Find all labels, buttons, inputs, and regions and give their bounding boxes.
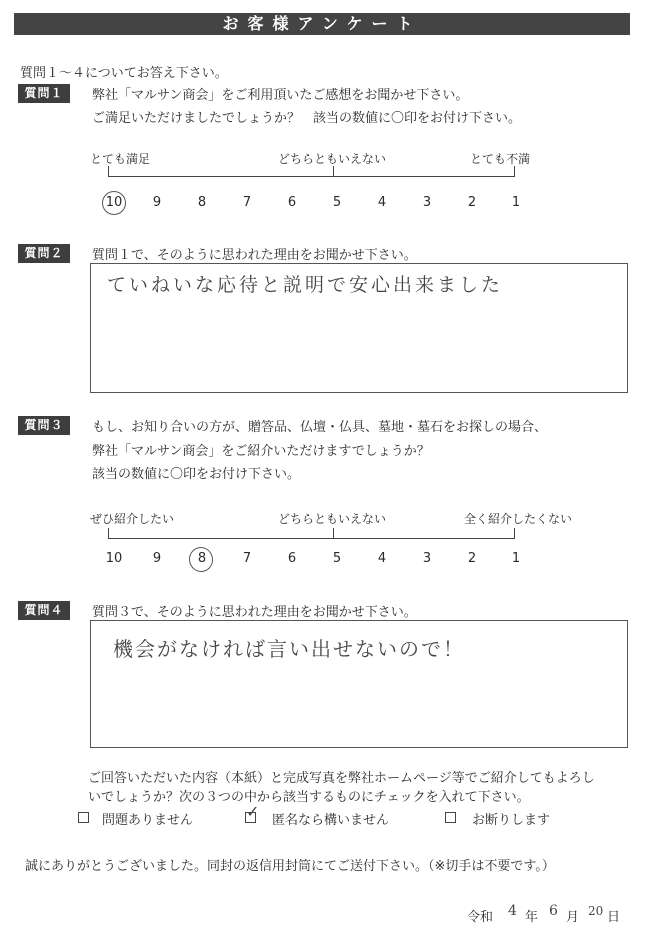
q3-label-left: ぜひ紹介したい <box>90 512 175 526</box>
q1-scale-number[interactable]: 4 <box>377 195 387 210</box>
consent-option-label: 問題ありません <box>102 813 194 828</box>
q3-tick-mid <box>333 528 334 538</box>
q3-label-mid: どちらともいえない <box>278 512 387 526</box>
q1-scale-number[interactable]: 1 <box>511 195 521 210</box>
q3-scale-number[interactable]: 4 <box>377 551 387 566</box>
q1-tick-left <box>108 166 109 176</box>
thanks-text: 誠にありがとうございました。同封の返信用封筒にてご送付下さい。（※切手は不要です。） <box>25 859 555 874</box>
q4-question: 質問３で、そのように思われた理由をお聞かせ下さい。 <box>92 605 417 620</box>
consent-line2: いでしょうか？次の３つの中から該当するものにチェックを入れて下さい。 <box>88 790 530 805</box>
intro-text: 質問１～４についてお答え下さい。 <box>20 66 228 81</box>
q3-line2: 弊社「マルサン商会」をご紹介いただけますでしょうか？ <box>92 444 430 459</box>
q3-line3: 該当の数値に〇印をお付け下さい。 <box>92 467 301 482</box>
q3-scale-number[interactable]: 8 <box>197 551 207 566</box>
q3-label-right: 全く紹介したくない <box>464 512 573 526</box>
q3-scale-number[interactable]: 3 <box>422 551 432 566</box>
q1-scale-number[interactable]: 10 <box>105 195 123 210</box>
q1-tick-right <box>514 166 515 176</box>
date-era: 令和 <box>467 910 494 925</box>
q3-scale-number[interactable]: 6 <box>287 551 297 566</box>
q1-line2: ご満足いただけましたでしょうか？ 該当の数値に〇印をお付け下さい。 <box>92 111 522 126</box>
survey-title: お客様アンケート <box>14 13 630 35</box>
q4-badge: 質問４ <box>18 601 70 620</box>
check-mark-icon: ✓ <box>246 802 260 821</box>
q3-badge: 質問３ <box>18 416 70 435</box>
q3-selected-circle <box>187 545 216 574</box>
q1-label-mid: どちらともいえない <box>278 152 387 166</box>
consent-option-checkbox[interactable] <box>78 812 89 823</box>
q1-selected-circle <box>102 191 126 215</box>
q2-badge: 質問２ <box>18 244 70 263</box>
q3-scale-number[interactable]: 10 <box>105 551 123 566</box>
consent-line1: ご回答いただいた内容（本紙）と完成写真を弊社ホームページ等でご紹介してもよろし <box>88 771 595 786</box>
consent-option-label: お断りします <box>472 813 551 828</box>
q1-badge: 質問１ <box>18 84 70 103</box>
q3-line1: もし、お知り合いの方が、贈答品、仏壇・仏具、墓地・墓石をお探しの場合、 <box>92 420 548 435</box>
date-year-unit: 年 <box>525 910 539 925</box>
q3-scale-number[interactable]: 2 <box>467 551 477 566</box>
q3-scale-number[interactable]: 5 <box>332 551 342 566</box>
q3-scale-number[interactable]: 1 <box>511 551 521 566</box>
date-year: 4 <box>508 903 517 919</box>
q2-answer-text: ていねいな応待と説明で安心出来ました <box>107 274 504 296</box>
q4-answer-box[interactable] <box>90 620 628 748</box>
q1-tick-mid <box>333 166 334 176</box>
q1-label-left: とても満足 <box>90 152 151 166</box>
q3-scale-number[interactable]: 9 <box>152 551 162 566</box>
q1-scale-number[interactable]: 6 <box>287 195 297 210</box>
consent-option-label: 匿名なら構いません <box>272 813 390 828</box>
q1-scale-number[interactable]: 8 <box>197 195 207 210</box>
consent-option-checkbox[interactable] <box>445 812 456 823</box>
q1-scale-number[interactable]: 9 <box>152 195 162 210</box>
q1-label-right: とても不満 <box>470 152 531 166</box>
q3-scale-line <box>108 538 515 539</box>
date-month-unit: 月 <box>566 910 580 925</box>
date-day: 20 <box>588 904 604 918</box>
q3-tick-right <box>514 528 515 538</box>
q1-scale-number[interactable]: 5 <box>332 195 342 210</box>
date-day-unit: 日 <box>607 910 621 925</box>
date-month: 6 <box>549 903 558 919</box>
q4-answer-text: 機会がなければ言い出せないので！ <box>113 637 465 661</box>
q1-scale-number[interactable]: 7 <box>242 195 252 210</box>
q3-scale-number[interactable]: 7 <box>242 551 252 566</box>
q2-question: 質問１で、そのように思われた理由をお聞かせ下さい。 <box>92 248 417 263</box>
q1-scale-number[interactable]: 2 <box>467 195 477 210</box>
q3-tick-left <box>108 528 109 538</box>
q1-line1: 弊社「マルサン商会」をご利用頂いたご感想をお聞かせ下さい。 <box>92 88 469 103</box>
q2-answer-box[interactable] <box>90 263 628 393</box>
q1-scale-line <box>108 176 515 177</box>
q1-scale-number[interactable]: 3 <box>422 195 432 210</box>
